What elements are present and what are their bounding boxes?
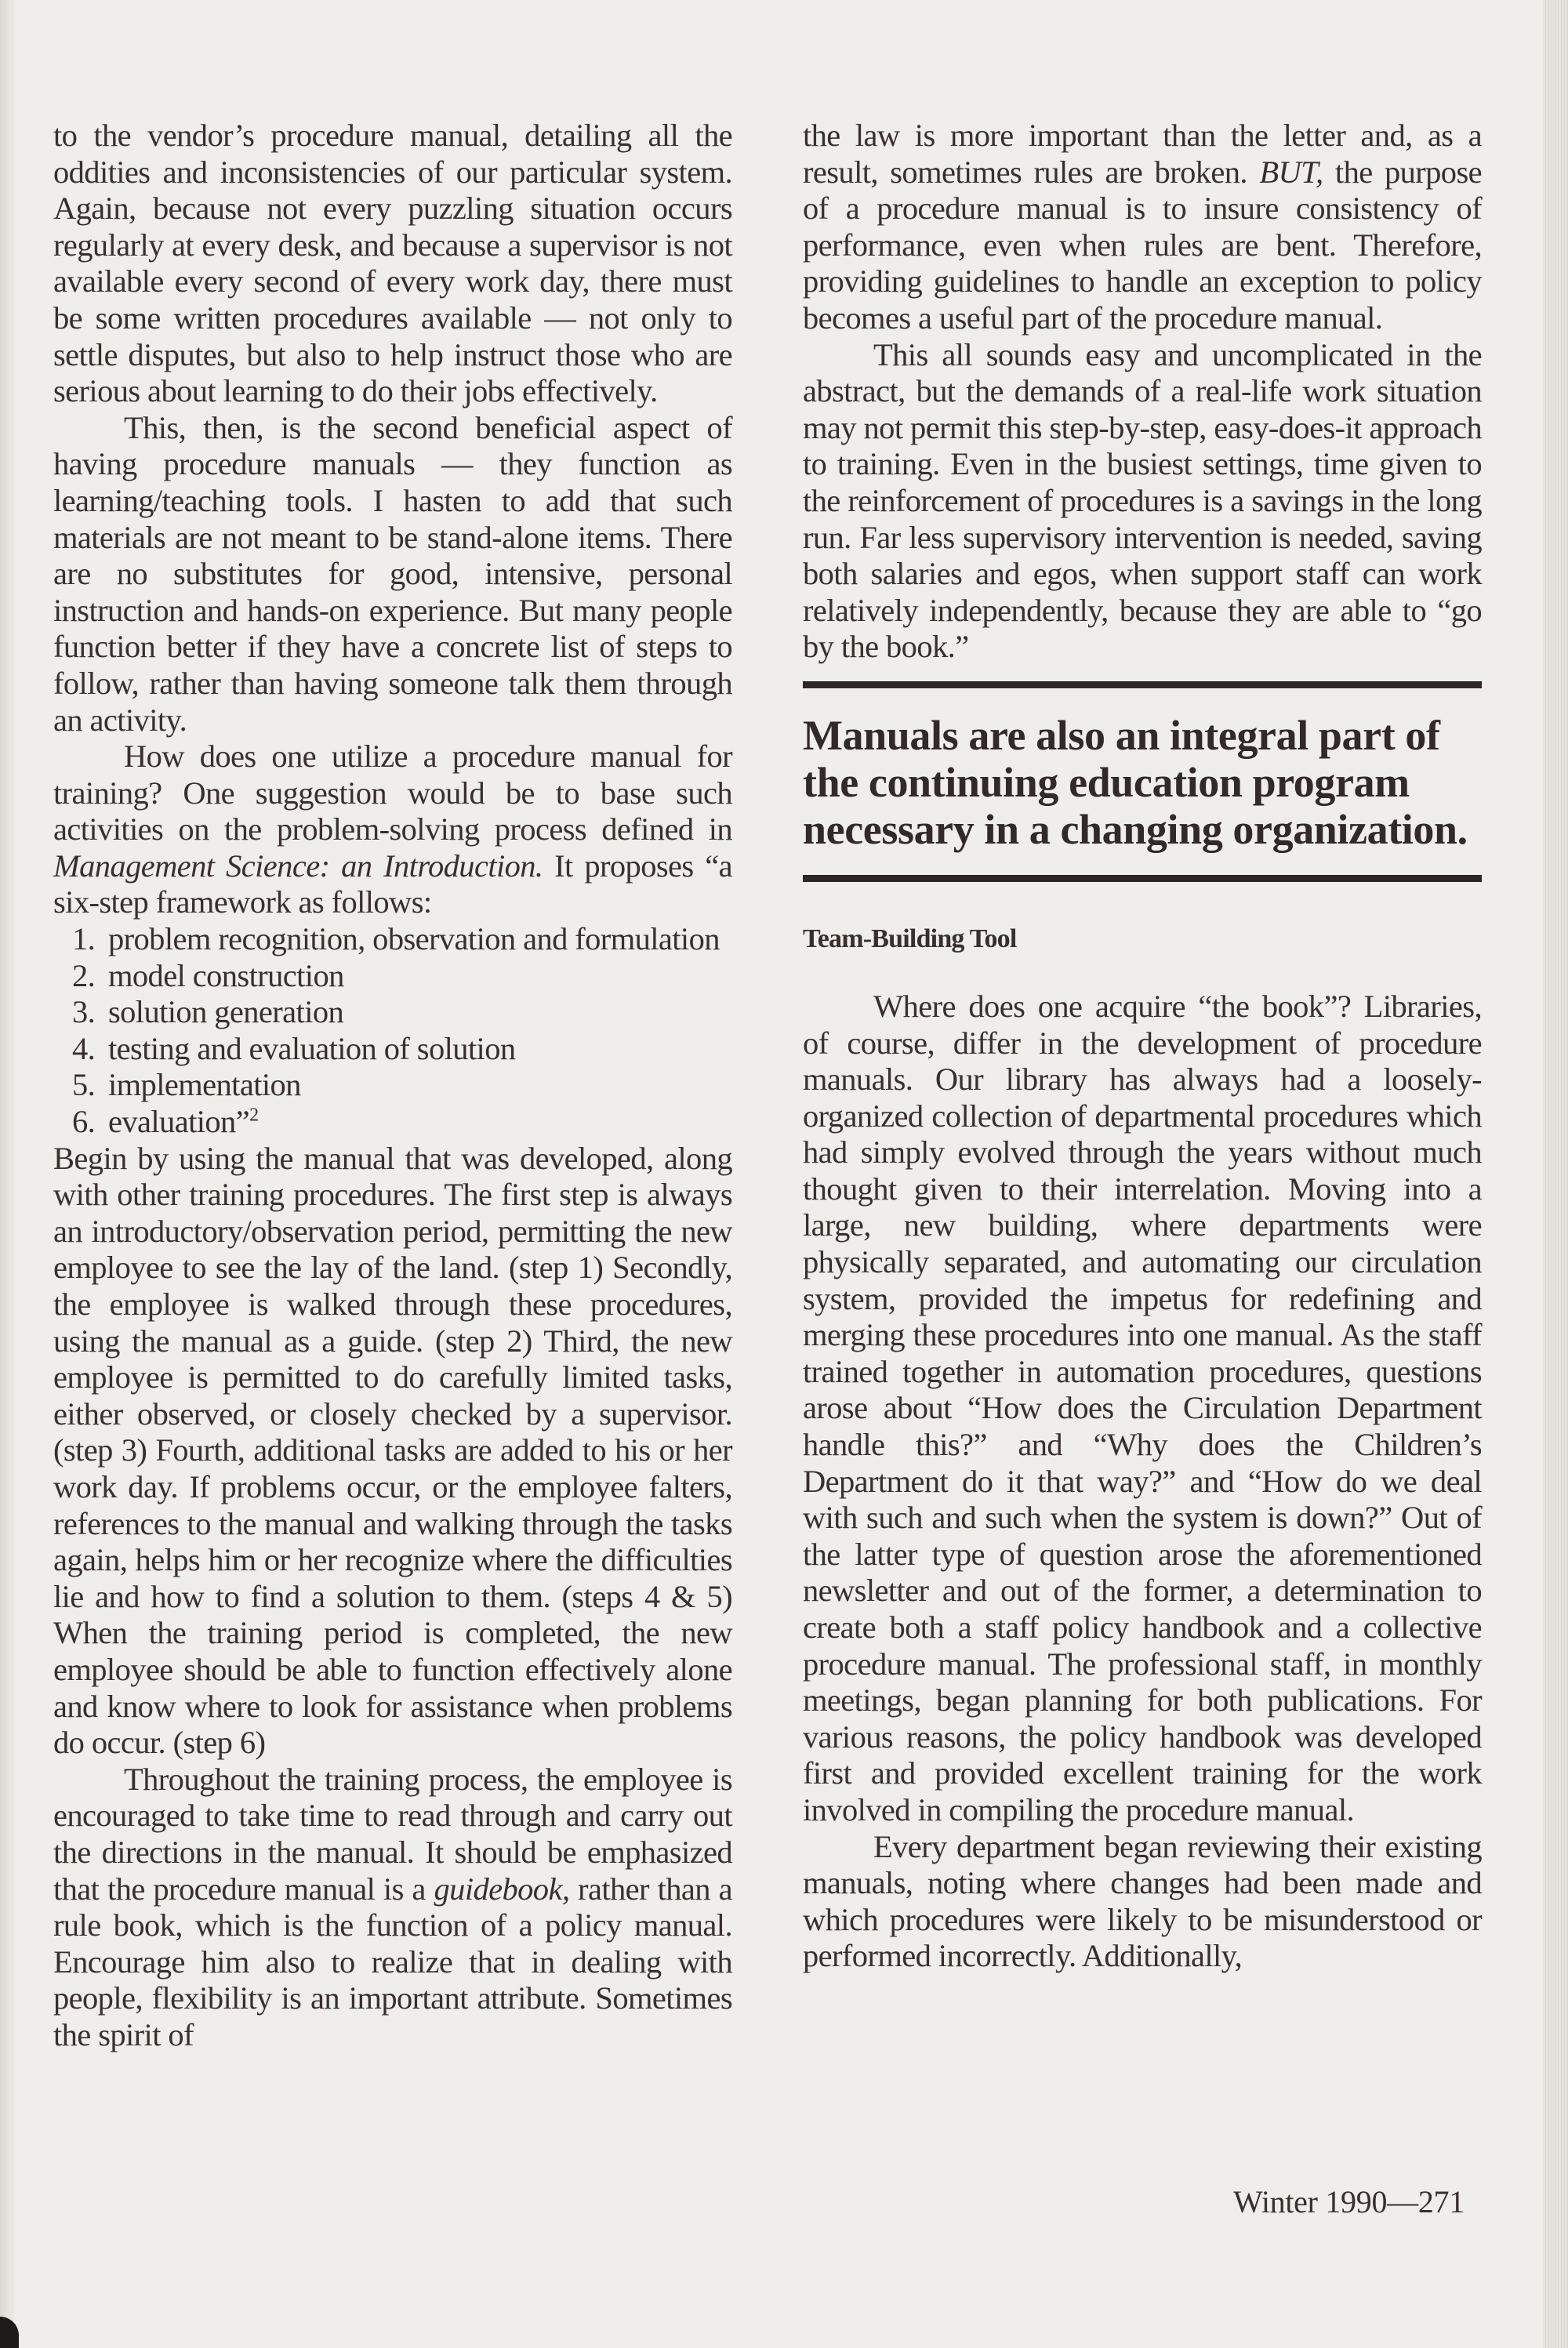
left-column: [53, 118, 732, 2053]
paragraph: [53, 739, 732, 921]
paragraph: to the vendor’s procedure manual, detailing all the oddities and inconsistencies of our particular system. Again, because not every puzzling situation occurs regularly at every desk, and because a supervisor is not available every second of every work day, there must be some written procedures available — not only to settle disputes, but also to help instruct those who are serious about learning to do their jobs effectively.: [53, 118, 732, 409]
list-text: [108, 1104, 258, 1141]
pull-quote-top-rule: [803, 681, 1482, 688]
list-item: [72, 1031, 732, 1068]
paragraph: Begin by using the manual that was developed, along with other training procedures. The first step is always an introductory/observation period, permitting the new employee to see the lay of the land. (step 1) Secondly, the employee is walked through these procedures, using the manual as a guide. (step 2) Third, the new employee is permitted to do carefully limited tasks, either observed, or closely checked by a supervisor. (step 3) Fourth, additional tasks are added to his or her work day. If problems occur, or the employee falters, references to the manual and walking through the tasks again, helps him or her recognize where the difficulties lie and how to find a solution to them. (steps 4 & 5) When the training period is completed, the new employee should be able to function effectively alone and know where to look for assistance when problems do occur. (step 6): [53, 1140, 732, 1761]
list-text: solution generation: [108, 994, 344, 1030]
six-step-list: [53, 921, 732, 1141]
paragraph: [803, 118, 1482, 337]
emphasis-text: BUT,: [1259, 154, 1323, 190]
emphasis-text: guidebook,: [434, 1871, 570, 1907]
paragraph-text: It proposes “a six-step framework as follows:: [53, 847, 732, 920]
list-text-content: evaluation”: [108, 1104, 250, 1140]
pull-quote-text: Manuals are also an integral part of the continuing education program necessary in a changing organization.: [803, 711, 1468, 853]
pull-quote-bottom-rule: [803, 875, 1482, 882]
page-stack-edge: [1543, 0, 1568, 2348]
paragraph-text: Throughout the training process, the employee is encouraged to take time to read through and carry out the directions in the manual. It should be emphasized that the procedure manual is a: [53, 1761, 732, 1907]
paragraph: Where does one acquire “the book”? Libraries, of course, differ in the development of procedure manuals. Our library has always had a loosely-organized collection of departmental procedures which had simply evolved through the years without much thought given to their interrelation. Moving into a large, new building, where departments were physically separated, and automating our circulation system, provided the impetus for redefining and merging these procedures into one manual. As the staff trained together in automation procedures, questions arose about “How does the Circulation Department handle this?” and “Why does the Children’s Department do it that way?” and “How do we deal with such and such when the system is down?” Out of the latter type of question arose the aforementioned newsletter and out of the former, a determination to create both a staff policy handbook and a collective procedure manual. The professional staff, in monthly meetings, began planning for both publications. For various reasons, the policy handbook was developed first and provided excellent training for the work involved in compiling the procedure manual.: [803, 988, 1482, 1827]
list-item: [72, 1067, 732, 1104]
list-number: 5.: [72, 1067, 96, 1103]
scan-corner-shadow: [0, 2317, 19, 2348]
page-folio: Winter 1990—271: [1233, 2184, 1465, 2219]
list-text: problem recognition, observation and formulation: [108, 921, 720, 957]
pull-quote: [803, 681, 1482, 882]
list-item: [72, 994, 732, 1031]
list-text: model construction: [108, 957, 344, 993]
list-number: 4.: [72, 1030, 96, 1066]
list-item: [72, 958, 732, 995]
footnote-marker: 2: [249, 1105, 259, 1126]
right-column: [803, 118, 1482, 1975]
list-number: 3.: [72, 994, 96, 1030]
paragraph: Every department began reviewing their existing manuals, noting where changes had been made and which procedures were likely to be misunderstood or performed incorrectly. Additionally,: [803, 1828, 1482, 1974]
paragraph-text: How does one utilize a procedure manual for training? One suggestion would be to base such activities on the problem-solving process defined in: [53, 739, 732, 847]
paragraph: This all sounds easy and uncomplicated in the abstract, but the demands of a real-life work situation may not permit this step-by-step, easy-does-it approach to training. Even in the busiest settings, time given to the reinforcement of procedures is a savings in the long run. Far less supervisory intervention is needed, saving both salaries and egos, when support staff can work relatively independently, because they are able to “go by the book.”: [803, 336, 1482, 665]
section-heading: Team-Building Tool: [803, 924, 1017, 953]
book-gutter-edge: [0, 0, 13, 2348]
paragraph: [53, 1762, 732, 2054]
list-text: testing and evaluation of solution: [108, 1030, 516, 1066]
book-title: Management Science: an Introduction.: [53, 847, 543, 884]
list-item: [72, 1104, 732, 1141]
paragraph-text: the law is more important than the letter and, as a result, sometimes rules are broken.: [803, 118, 1482, 190]
paragraph-text: rather than a rule book, which is the function of a policy manual. Encourage him also to realize that in dealing with people, flexibility is an important attribute. Sometimes the spirit of: [53, 1871, 732, 2052]
list-number: 2.: [72, 957, 96, 993]
list-text: implementation: [108, 1067, 301, 1103]
list-number: 6.: [72, 1104, 96, 1140]
list-number: 1.: [72, 921, 96, 957]
list-item: [72, 921, 732, 958]
paragraph-text: the purpose of a procedure manual is to insure consistency of performance, even when rules are bent. Therefore, providing guidelines to handle an exception to policy becomes a useful part of the procedure manual.: [803, 154, 1482, 336]
paragraph: This, then, is the second beneficial aspect of having procedure manuals — they function as learning/teaching tools. I hasten to add that such materials are not meant to be stand-alone items. There are no substitutes for good, intensive, personal instruction and hands-on experience. But many people function better if they have a concrete list of steps to follow, rather than having someone talk them through an activity.: [53, 409, 732, 738]
